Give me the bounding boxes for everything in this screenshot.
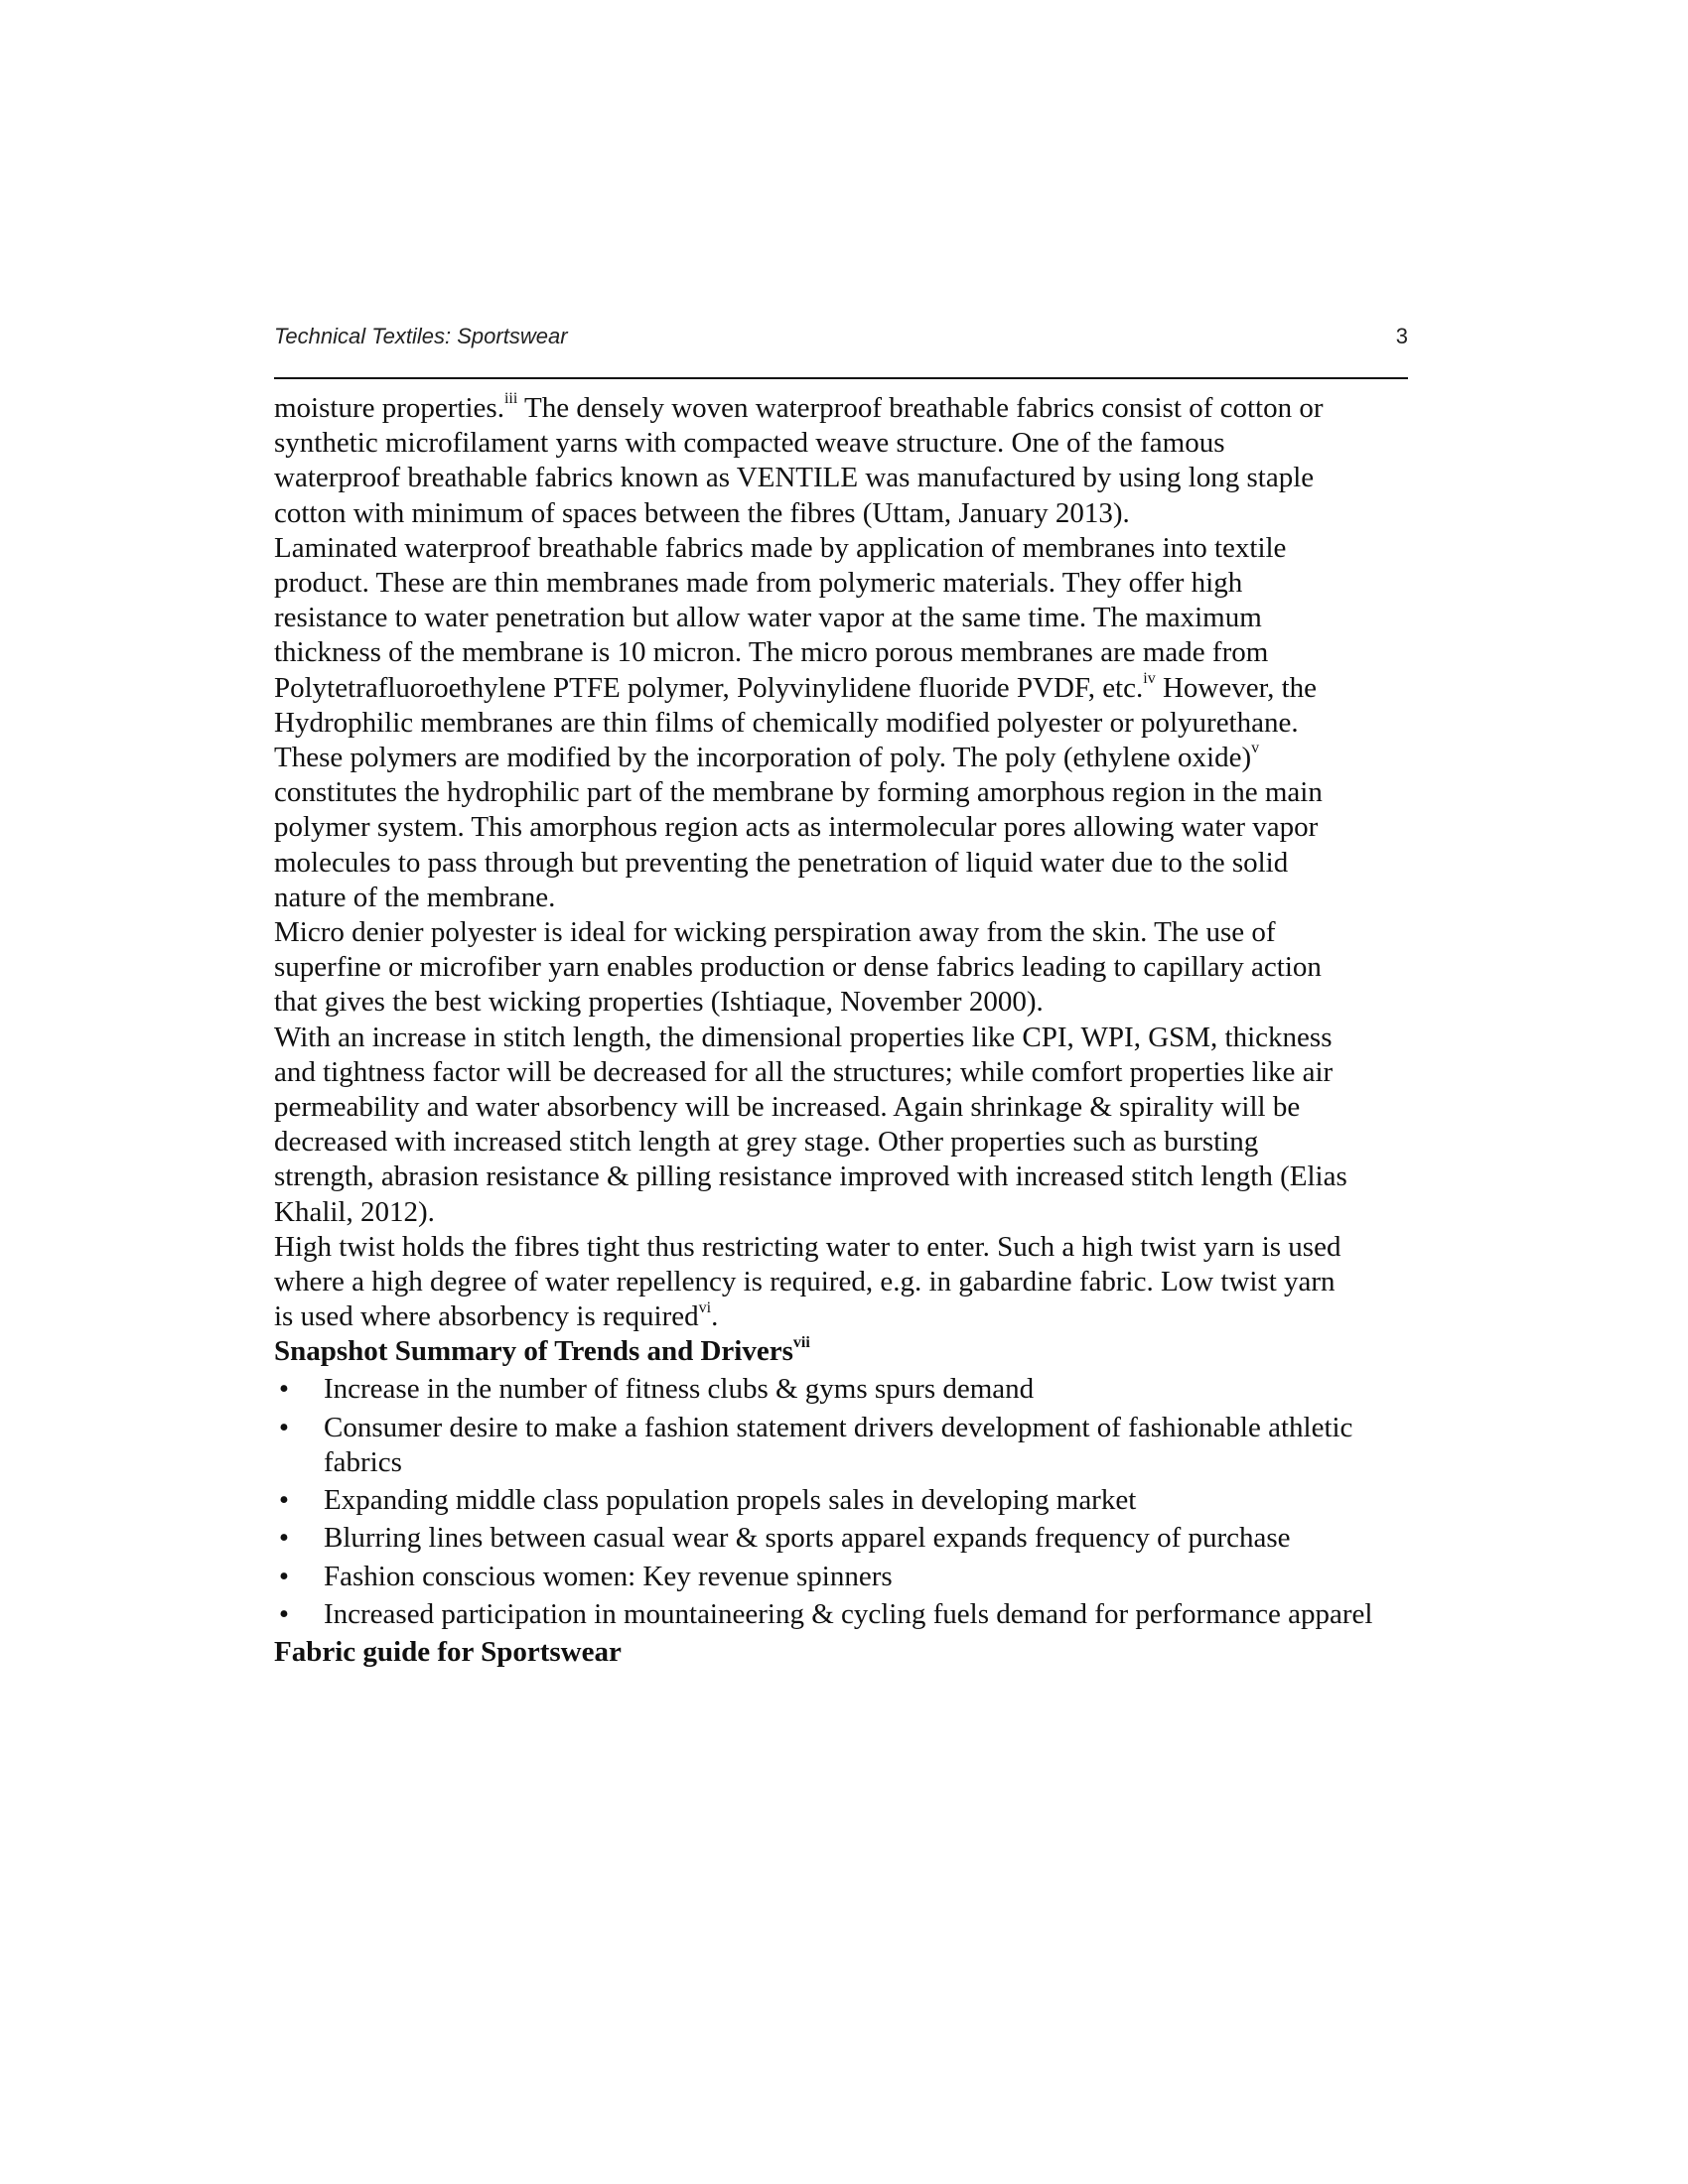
footnote-ref-iv: iv (1143, 669, 1156, 687)
bullet-icon: • (278, 1484, 290, 1517)
text-line: synthetic microfilament yarns with compacted weave structure. One of the famous (274, 427, 1225, 460)
footnote-ref-vii: vii (792, 1333, 810, 1351)
heading-text: Snapshot Summary of Trends and Drivers (274, 1335, 793, 1368)
text-line: and tightness factor will be decreased for all the structures; while comfort properties like air (274, 1055, 1334, 1088)
text-line: polymer system. This amorphous region acts as intermolecular pores allowing water vapor (274, 811, 1319, 844)
text-run: However, the (1155, 671, 1318, 704)
text-run: These polymers are modified by the incorporation of poly. The poly (ethylene oxide) (274, 742, 1252, 774)
text-line: product. These are thin membranes made from polymeric materials. They offer high (274, 567, 1243, 600)
text-line: With an increase in stitch length, the dimensional properties like CPI, WPI, GSM, thickness (274, 1021, 1333, 1053)
body-text (274, 391, 1416, 1670)
text-line: superfine or microfiber yarn enables production or dense fabrics leading to capillary action (274, 951, 1322, 984)
paragraph-twist (274, 1230, 1416, 1335)
text-line: Micro denier polyester is ideal for wicking perspiration away from the skin. The use of (274, 916, 1276, 949)
text-line (274, 671, 1416, 706)
text-line (274, 391, 1416, 426)
footnote-ref-vi: vi (698, 1298, 712, 1316)
list-item (274, 1483, 1416, 1518)
text-run: . (711, 1300, 719, 1333)
text-line (274, 1299, 1416, 1334)
bullet-icon: • (278, 1597, 290, 1630)
text-line: nature of the membrane. (274, 881, 556, 913)
list-item-text: Consumer desire to make a fashion statement drivers development of fashionable athletic fabrics (324, 1411, 1353, 1478)
running-header-title: Technical Textiles: Sportswear (274, 324, 568, 348)
page-number: 3 (1395, 324, 1408, 348)
list-item (274, 1411, 1416, 1480)
text-line: waterproof breathable fabrics known as VENTILE was manufactured by using long staple (274, 462, 1315, 494)
list-item-text: Expanding middle class population propels sales in developing market (324, 1484, 1137, 1517)
footnote-ref-iii: iii (503, 390, 518, 408)
list-item (274, 1372, 1416, 1407)
header-rule (274, 377, 1408, 379)
bullet-icon: • (278, 1522, 290, 1555)
text-line: Khalil, 2012). (274, 1195, 435, 1228)
list-item (274, 1560, 1416, 1594)
fabric-guide-heading: Fabric guide for Sportswear (274, 1635, 622, 1668)
text-run: is used where absorbency is required (274, 1300, 699, 1333)
text-line: High twist holds the fibres tight thus restricting water to enter. Such a high twist yarn is used (274, 1230, 1341, 1263)
text-run: The densely woven waterproof breathable fabrics consist of cotton or (517, 392, 1324, 424)
text-line: permeability and water absorbency will be increased. Again shrinkage & spirality will be (274, 1091, 1301, 1124)
list-item-text: Fashion conscious women: Key revenue spinners (324, 1560, 893, 1592)
bullet-icon: • (278, 1560, 290, 1592)
text-line: constitutes the hydrophilic part of the membrane by forming amorphous region in the main (274, 776, 1323, 809)
text-line: strength, abrasion resistance & pilling resistance improved with increased stitch length (Elias (274, 1160, 1347, 1193)
footnote-ref-v: v (1251, 740, 1260, 757)
text-line: cotton with minimum of spaces between the fibres (Uttam, January 2013). (274, 496, 1130, 529)
text-run: Polytetrafluoroethylene PTFE polymer, Polyvinylidene fluoride PVDF, etc. (274, 671, 1144, 704)
running-header (274, 320, 1408, 355)
text-line (274, 741, 1416, 775)
list-item-text: Increase in the number of fitness clubs & gyms spurs demand (324, 1373, 1035, 1406)
text-line: Laminated waterproof breathable fabrics made by application of membranes into textile (274, 531, 1287, 564)
text-line: where a high degree of water repellency is required, e.g. in gabardine fabric. Low twist yarn (274, 1266, 1336, 1298)
trends-list (274, 1372, 1416, 1631)
text-line: decreased with increased stitch length at grey stage. Other properties such as bursting (274, 1126, 1259, 1159)
text-line: that gives the best wicking properties (Ishtiaque, November 2000). (274, 986, 1044, 1019)
bullet-icon: • (278, 1373, 290, 1406)
list-item (274, 1521, 1416, 1556)
list-item-text: Blurring lines between casual wear & sports apparel expands frequency of purchase (324, 1522, 1291, 1555)
text-line: resistance to water penetration but allow water vapor at the same time. The maximum (274, 602, 1262, 634)
paragraph-micro-denier (274, 915, 1416, 1021)
paragraph-laminated-membranes (274, 531, 1416, 915)
text-line: Hydrophilic membranes are thin films of chemically modified polyester or polyurethane. (274, 706, 1299, 739)
paragraph-stitch-length (274, 1021, 1416, 1230)
text-line: molecules to pass through but preventing the penetration of liquid water due to the solid (274, 846, 1289, 879)
paragraph-ventile (274, 391, 1416, 531)
bullet-icon: • (278, 1411, 290, 1443)
list-item (274, 1597, 1416, 1632)
text-line: thickness of the membrane is 10 micron. The micro porous membranes are made from (274, 636, 1269, 669)
text-run: moisture properties. (274, 392, 504, 424)
snapshot-heading (274, 1334, 1416, 1369)
list-item-text: Increased participation in mountaineering & cycling fuels demand for performance apparel (324, 1597, 1373, 1630)
